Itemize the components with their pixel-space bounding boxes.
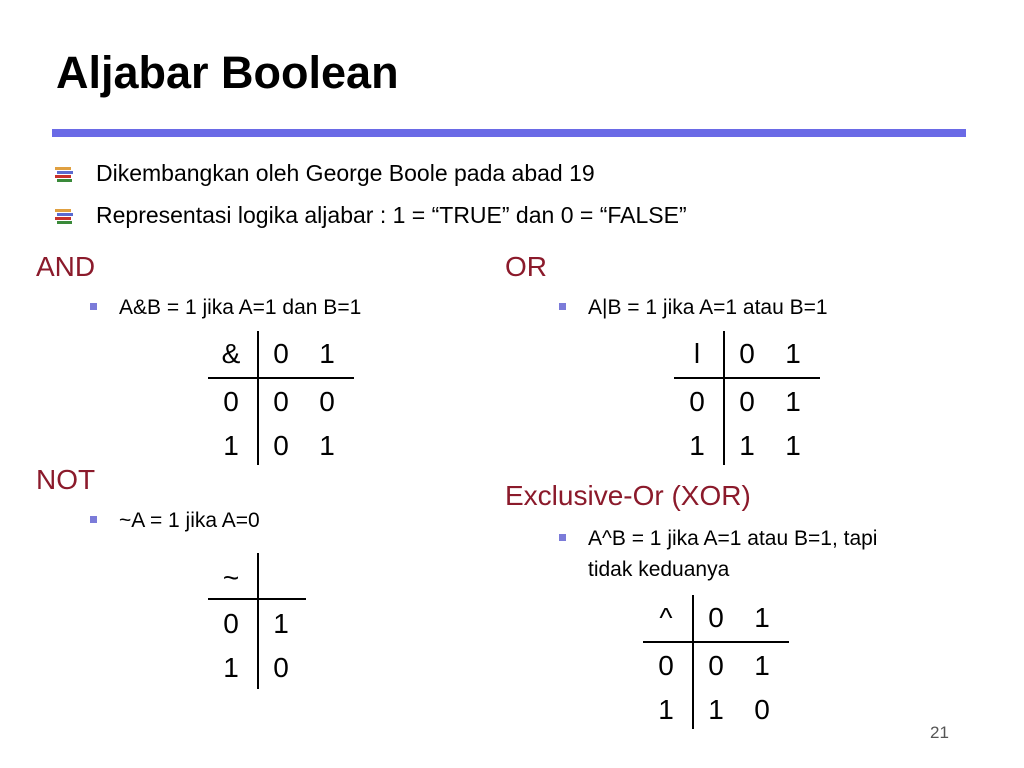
table-row-header: 1 (689, 430, 705, 461)
stacked-books-bullet-icon (54, 163, 74, 183)
stacked-books-bullet-icon (54, 205, 74, 225)
table-col-header: 1 (754, 602, 770, 633)
or-heading: OR (505, 251, 547, 282)
xor-description-line: tidak keduanya (588, 558, 730, 581)
table-row-header: 0 (689, 386, 705, 417)
table-cell: 0 (273, 652, 289, 683)
page-number: 21 (930, 723, 949, 742)
xor-description (588, 523, 877, 585)
table-cell: 0 (319, 386, 335, 417)
table-divider (208, 377, 354, 379)
xor-heading: Exclusive-Or (XOR) (505, 480, 751, 511)
table-divider (723, 331, 725, 465)
table-cell: 1 (319, 430, 335, 461)
table-operator: l (693, 338, 701, 369)
and-heading: AND (36, 251, 96, 282)
table-col-header: 0 (273, 338, 289, 369)
table-row-header: 1 (223, 652, 239, 683)
or-description: A|B = 1 jika A=1 atau B=1 (588, 292, 828, 323)
table-cell: 1 (785, 386, 801, 417)
bullet-text: Dikembangkan oleh George Boole pada abad 19 (96, 160, 595, 186)
table-divider (257, 331, 259, 465)
square-bullet-icon (559, 303, 566, 310)
table-cell: 0 (739, 386, 755, 417)
table-cell: 0 (273, 430, 289, 461)
table-row-header: 1 (658, 694, 674, 725)
table-divider (257, 553, 259, 689)
square-bullet-icon (90, 303, 97, 310)
square-bullet-icon (559, 534, 566, 541)
xor-truth-table (643, 601, 789, 733)
table-row-header: 1 (223, 430, 239, 461)
table-cell: 1 (273, 608, 289, 639)
table-operator: ^ (659, 602, 673, 633)
table-row-header: 0 (223, 608, 239, 639)
slide-title: Aljabar Boolean (56, 47, 399, 98)
not-description: ~A = 1 jika A=0 (119, 505, 260, 536)
table-divider (643, 641, 789, 643)
title-underline (52, 129, 966, 137)
bullet-text: Representasi logika aljabar : 1 = “TRUE” dan 0 = “FALSE” (96, 202, 687, 228)
not-truth-table (208, 561, 306, 691)
table-cell: 0 (273, 386, 289, 417)
table-cell: 1 (785, 430, 801, 461)
table-col-header: 0 (708, 602, 724, 633)
or-truth-table (674, 337, 820, 469)
table-divider (692, 595, 694, 729)
table-col-header: 1 (785, 338, 801, 369)
square-bullet-icon (90, 516, 97, 523)
table-row-header: 0 (658, 650, 674, 681)
table-divider (674, 377, 820, 379)
and-description: A&B = 1 jika A=1 dan B=1 (119, 292, 361, 323)
table-cell: 1 (739, 430, 755, 461)
and-truth-table (208, 337, 354, 469)
table-col-header: 0 (739, 338, 755, 369)
table-row-header: 0 (223, 386, 239, 417)
table-operator: ~ (222, 562, 240, 593)
table-cell: 1 (708, 694, 724, 725)
table-operator: & (221, 338, 241, 369)
table-cell: 1 (754, 650, 770, 681)
table-divider (208, 598, 306, 600)
xor-description-line: A^B = 1 jika A=1 atau B=1, tapi (588, 527, 878, 550)
table-cell: 0 (754, 694, 770, 725)
table-col-header: 1 (319, 338, 335, 369)
not-heading: NOT (36, 464, 96, 495)
table-cell: 0 (708, 650, 724, 681)
